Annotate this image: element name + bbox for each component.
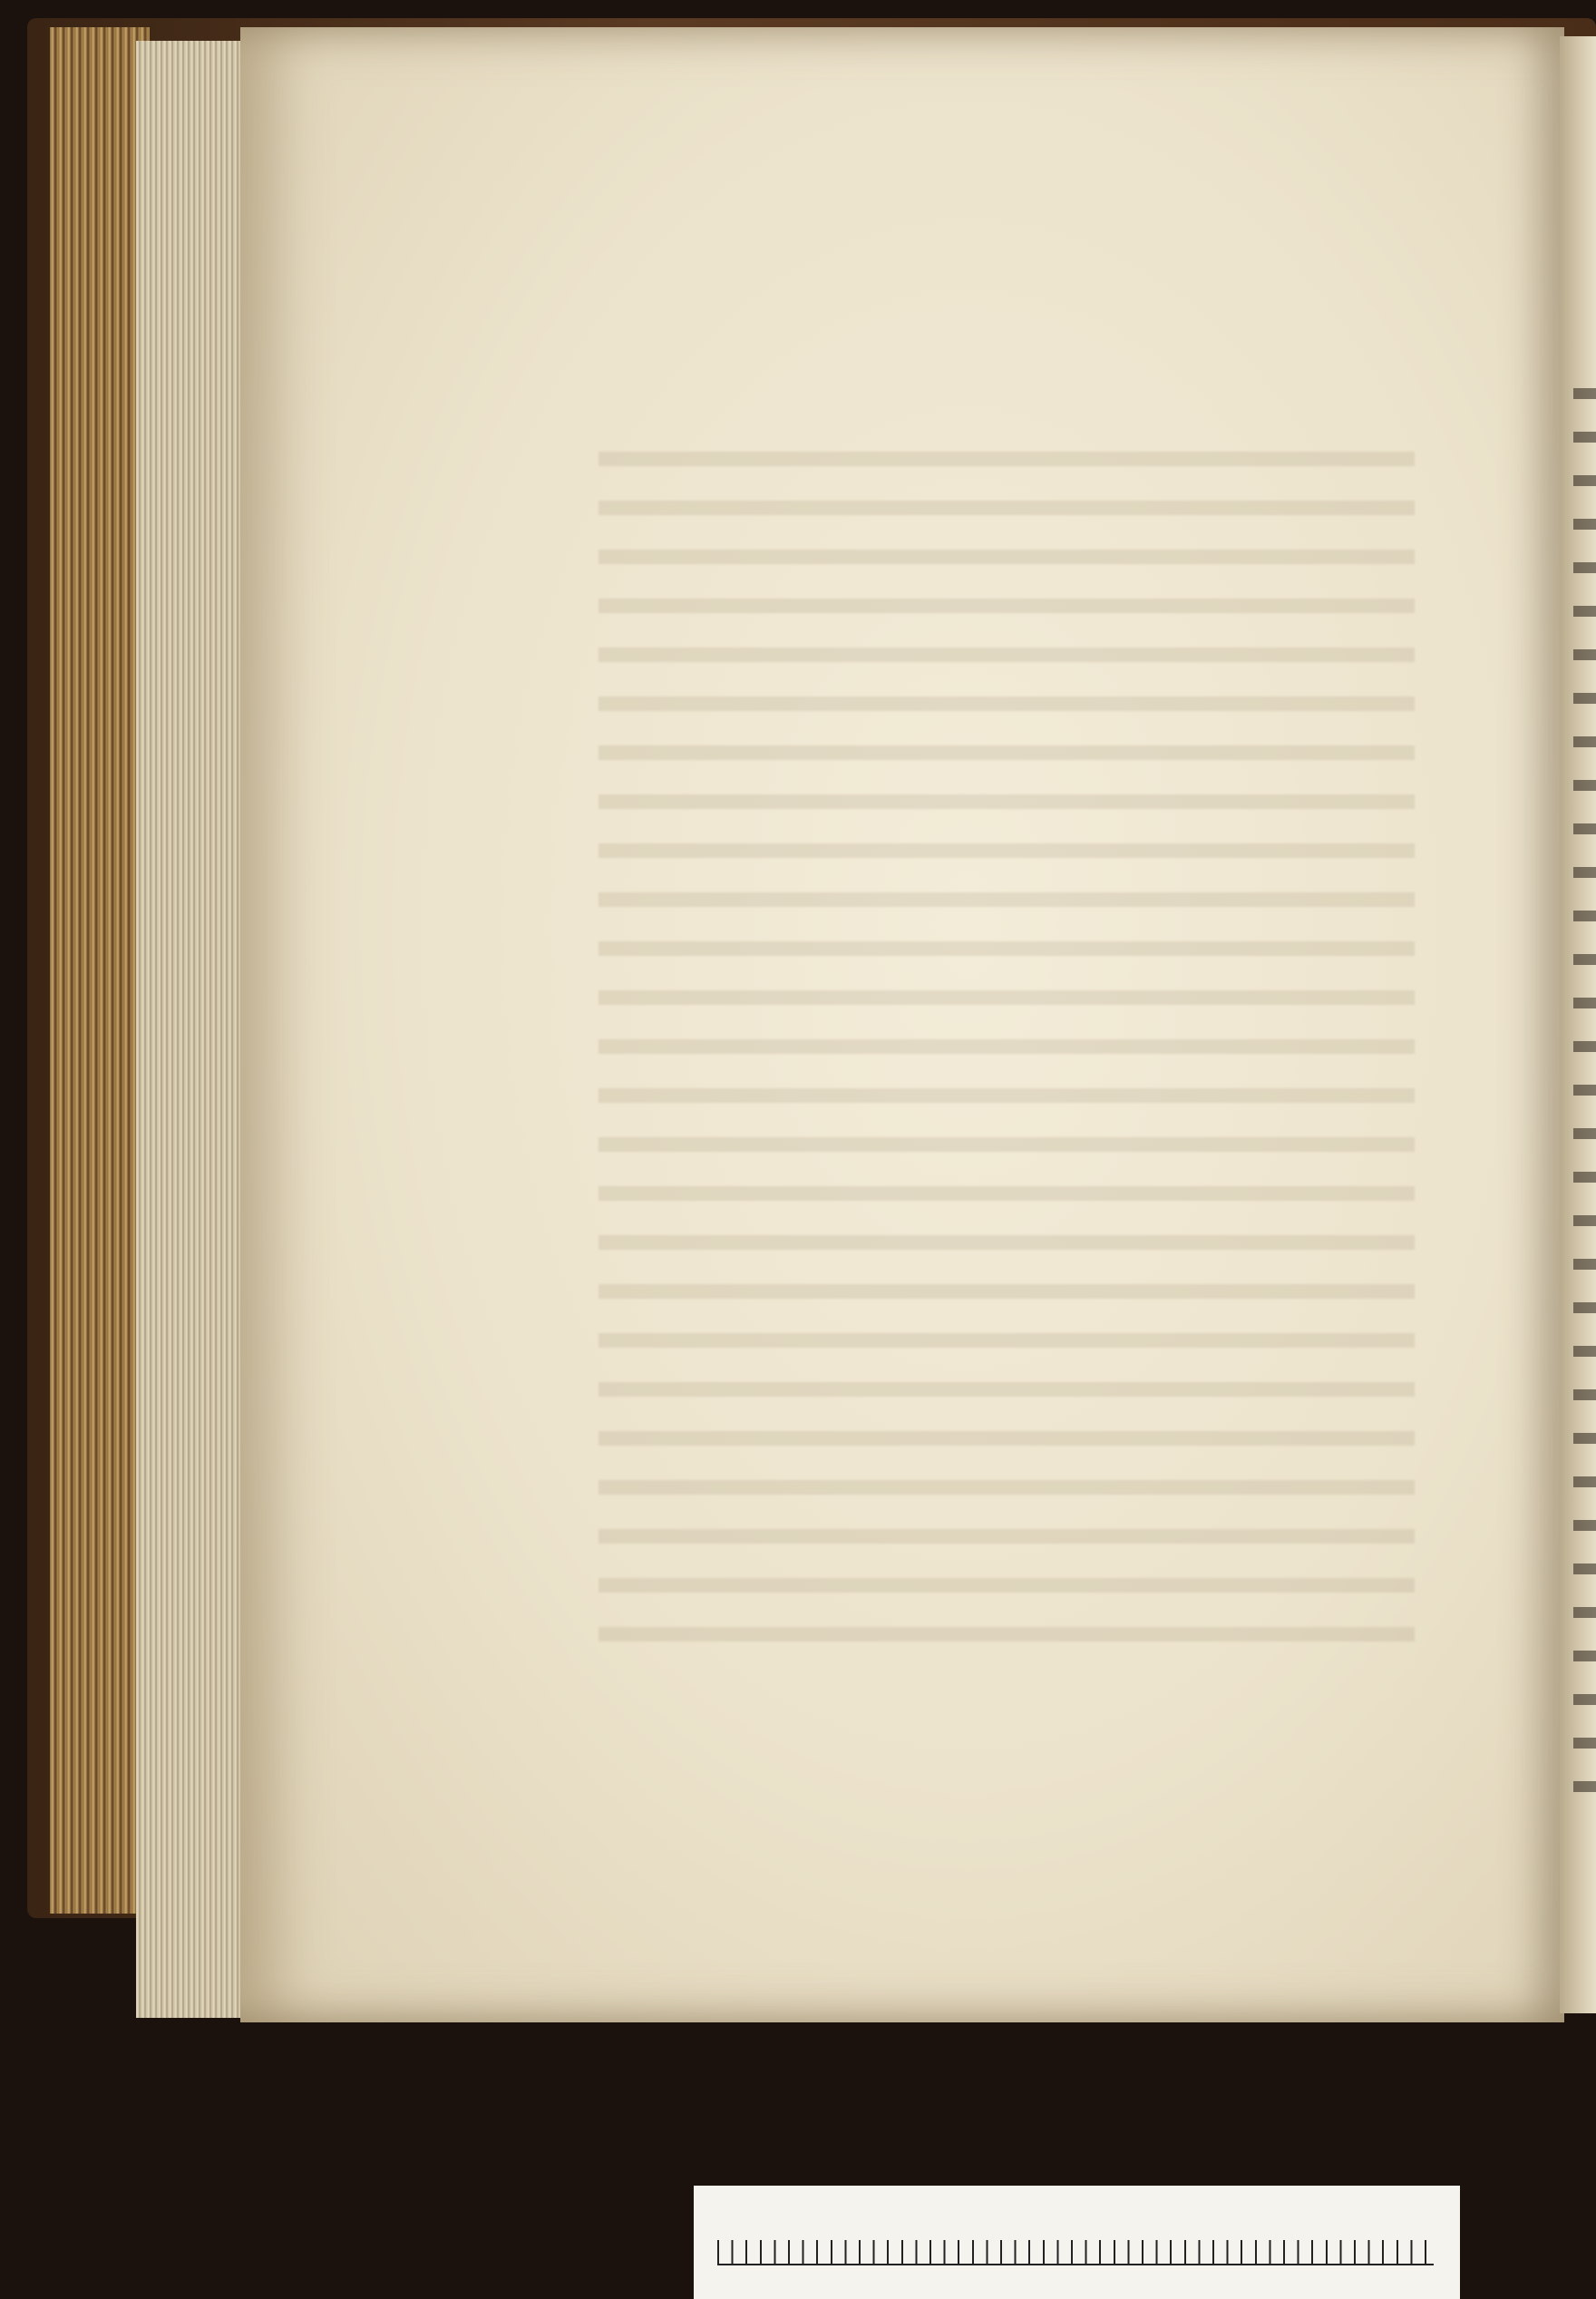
text-block bbox=[594, 283, 1437, 411]
chapter-heading bbox=[852, 330, 1437, 376]
facing-page-text-fragment bbox=[1573, 363, 1596, 1814]
page-stack-edge bbox=[136, 41, 249, 2018]
ruler-numbers bbox=[712, 2202, 1428, 2238]
scale-ruler bbox=[694, 2186, 1460, 2299]
ruler-ticks bbox=[717, 2240, 1434, 2265]
decorated-initial bbox=[587, 407, 663, 514]
gilt-page-edges bbox=[50, 27, 150, 1914]
ink-show-through bbox=[598, 417, 1415, 1641]
